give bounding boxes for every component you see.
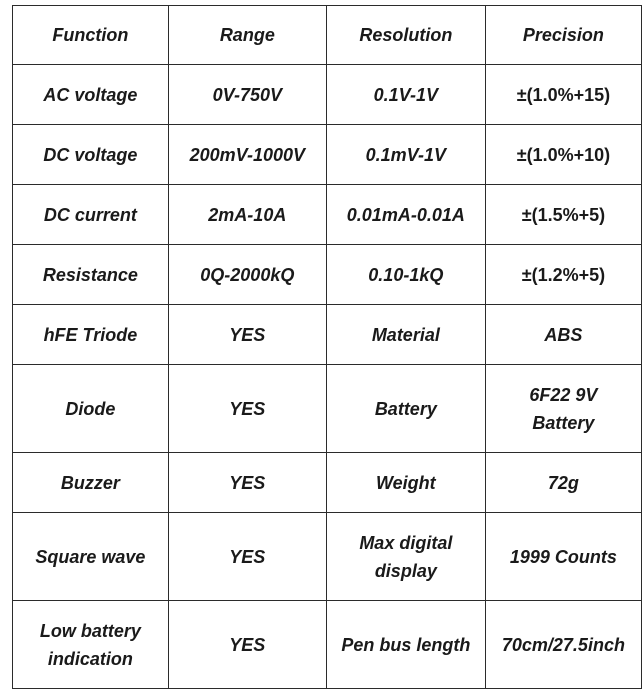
cell-precision: ±(1.0%+15) <box>485 65 641 125</box>
cell-range: YES <box>168 513 326 601</box>
table-row <box>13 513 642 601</box>
table-row <box>13 601 642 689</box>
cell-range: YES <box>168 453 326 513</box>
cell-range: YES <box>168 305 326 365</box>
cell-resolution: Weight <box>326 453 485 513</box>
table-row <box>13 65 642 125</box>
cell-range: 0Q-2000kQ <box>168 245 326 305</box>
header-resolution: Resolution <box>326 6 485 65</box>
cell-function: Square wave <box>13 513 169 601</box>
cell-range: 2mA-10A <box>168 185 326 245</box>
cell-range: 200mV-1000V <box>168 125 326 185</box>
cell-resolution: 0.1V-1V <box>326 65 485 125</box>
cell-resolution: Battery <box>326 365 485 453</box>
cell-resolution: Pen bus length <box>326 601 485 689</box>
table-row <box>13 185 642 245</box>
cell-resolution: 0.10-1kQ <box>326 245 485 305</box>
cell-function: DC current <box>13 185 169 245</box>
cell-function: DC voltage <box>13 125 169 185</box>
cell-function: hFE Triode <box>13 305 169 365</box>
cell-precision: 1999 Counts <box>485 513 641 601</box>
table-header-row <box>13 6 642 65</box>
cell-precision: ABS <box>485 305 641 365</box>
cell-range: YES <box>168 601 326 689</box>
cell-precision: ±(1.2%+5) <box>485 245 641 305</box>
header-range: Range <box>168 6 326 65</box>
cell-precision: 6F22 9V Battery <box>485 365 641 453</box>
cell-resolution: 0.01mA-0.01A <box>326 185 485 245</box>
cell-function: Low battery indication <box>13 601 169 689</box>
spec-table-container <box>12 5 642 689</box>
cell-range: YES <box>168 365 326 453</box>
spec-table <box>12 5 642 689</box>
table-row <box>13 453 642 513</box>
cell-resolution: Material <box>326 305 485 365</box>
cell-precision: ±(1.5%+5) <box>485 185 641 245</box>
cell-precision: 70cm/27.5inch <box>485 601 641 689</box>
cell-function: Buzzer <box>13 453 169 513</box>
cell-function: Resistance <box>13 245 169 305</box>
cell-function: AC voltage <box>13 65 169 125</box>
table-row <box>13 245 642 305</box>
table-row <box>13 365 642 453</box>
table-row <box>13 125 642 185</box>
cell-range: 0V-750V <box>168 65 326 125</box>
header-precision: Precision <box>485 6 641 65</box>
cell-precision: ±(1.0%+10) <box>485 125 641 185</box>
cell-resolution: 0.1mV-1V <box>326 125 485 185</box>
header-function: Function <box>13 6 169 65</box>
cell-precision: 72g <box>485 453 641 513</box>
table-row <box>13 305 642 365</box>
cell-function: Diode <box>13 365 169 453</box>
cell-resolution: Max digital display <box>326 513 485 601</box>
